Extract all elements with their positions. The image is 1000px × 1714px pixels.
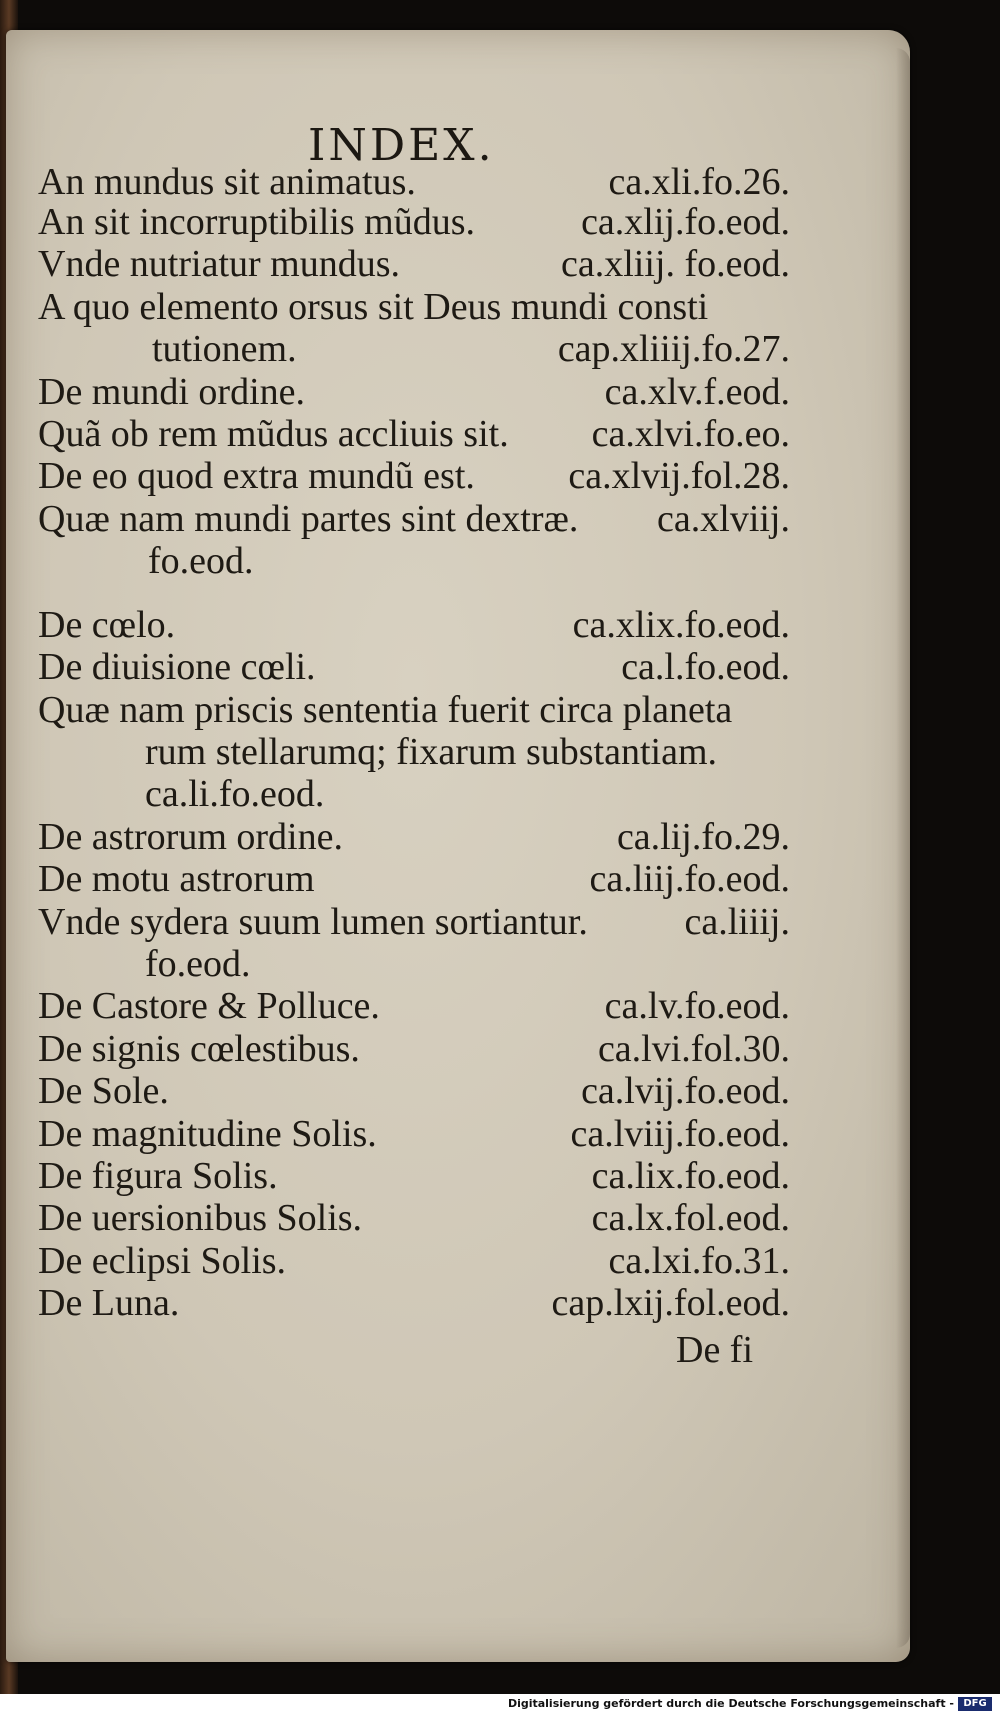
index-entry: [38, 412, 790, 456]
index-entry: [38, 1027, 790, 1071]
entry-title: De Sole.: [38, 1070, 169, 1112]
entry-title: De astrorum ordine.: [38, 816, 343, 858]
entry-continuation-reference: ca.li.fo.eod.: [145, 773, 325, 815]
entry-reference: ca.lvij.fo.eod.: [581, 1070, 790, 1112]
dfg-logo-icon: DFG: [958, 1697, 992, 1711]
entry-reference: ca.lv.fo.eod.: [604, 985, 790, 1027]
entry-continuation: fo.eod.: [145, 943, 251, 985]
entry-reference: ca.lviij.fo.eod.: [570, 1113, 790, 1155]
entry-reference: ca.lxi.fo.31.: [608, 1240, 790, 1282]
entry-title: De mundi ordine.: [38, 371, 306, 413]
entry-title: De Luna.: [38, 1282, 180, 1324]
entry-reference: ca.lix.fo.eod.: [591, 1155, 790, 1197]
entry-reference: ca.xlvi.fo.eo.: [591, 413, 790, 455]
entry-title: A quo elemento orsus sit Deus mundi consti: [38, 286, 709, 328]
entry-title: De eo quod extra mundũ est.: [38, 455, 475, 497]
index-entry: [38, 1154, 790, 1198]
entry-continuation: tutionem.: [152, 328, 297, 370]
entry-reference: ca.lx.fol.eod.: [591, 1197, 790, 1239]
catchword: De fi: [676, 1329, 754, 1371]
entry-title: De motu astrorum: [38, 858, 315, 900]
index-entry: [38, 242, 790, 286]
entry-reference: ca.xlij.fo.eod.: [581, 201, 790, 243]
entry-reference: ca.xli.fo.26.: [608, 161, 790, 203]
index-entry: [38, 603, 790, 647]
entry-reference: ca.xlviij.: [657, 498, 790, 540]
index-entry: [38, 984, 790, 1028]
entry-title: De cœlo.: [38, 604, 176, 646]
entry-title: De eclipsi Solis.: [38, 1240, 287, 1282]
entry-title: De figura Solis.: [38, 1155, 278, 1197]
entry-title: Vnde nutriatur mundus.: [38, 243, 401, 285]
index-entry: [38, 1281, 790, 1325]
entry-title: De magnitudine Solis.: [38, 1113, 377, 1155]
page-edge-shadow: [896, 48, 910, 1648]
entry-reference: ca.liiij.: [684, 901, 790, 943]
index-entry: [38, 857, 790, 901]
entry-title: An mundus sit animatus.: [38, 161, 416, 203]
entry-title: De uersionibus Solis.: [38, 1197, 363, 1239]
entry-reference: cap.xliiij.fo.27.: [557, 328, 790, 370]
entry-reference: ca.l.fo.eod.: [621, 646, 790, 688]
entry-title: De Castore & Polluce.: [38, 985, 380, 1027]
entry-title: Quã ob rem mũdus accliuis sit.: [38, 413, 509, 455]
index-entry: [38, 645, 790, 689]
entry-reference: cap.lxij.fol.eod.: [551, 1282, 790, 1324]
index-entry: [38, 1239, 790, 1283]
entry-reference: ca.lij.fo.29.: [616, 816, 790, 858]
entry-reference: ca.liij.fo.eod.: [589, 858, 790, 900]
entry-title: An sit incorruptibilis mũdus.: [38, 201, 475, 243]
entry-reference: ca.xliij. fo.eod.: [561, 243, 790, 285]
entry-title: Quæ nam priscis sententia fuerit circa planeta: [38, 689, 733, 731]
entry-continuation: fo.eod.: [148, 540, 254, 582]
entry-continuation: rum stellarumq; fixarum substantiam.: [145, 731, 718, 773]
index-entry: [38, 285, 790, 329]
index-entry: [38, 327, 790, 371]
entry-title: Quæ nam mundi partes sint dextræ.: [38, 498, 579, 540]
entry-reference: ca.xlvij.fol.28.: [568, 455, 790, 497]
index-entry: [38, 1112, 790, 1156]
entry-reference: ca.lvi.fol.30.: [597, 1028, 790, 1070]
page-heading: INDEX.: [308, 120, 495, 171]
index-entry: [38, 900, 790, 944]
entry-reference: ca.xlix.fo.eod.: [572, 604, 790, 646]
entry-title: Vnde sydera suum lumen sortiantur.: [38, 901, 588, 943]
index-entry: [38, 1069, 790, 1113]
index-entry: [38, 200, 790, 244]
entry-title: De diuisione cœli.: [38, 646, 316, 688]
entry-reference: ca.xlv.f.eod.: [604, 371, 790, 413]
entry-title: De signis cœlestibus.: [38, 1028, 360, 1070]
index-entry: [38, 688, 790, 732]
index-entry: [38, 497, 790, 541]
index-entry: [38, 160, 790, 204]
index-entry: [38, 1196, 790, 1240]
funding-credit: Digitalisierung gefördert durch die Deutsche Forschungsgemeinschaft -: [507, 1697, 954, 1710]
index-entry: [38, 815, 790, 859]
index-entry: [38, 454, 790, 498]
index-entry: [38, 370, 790, 414]
